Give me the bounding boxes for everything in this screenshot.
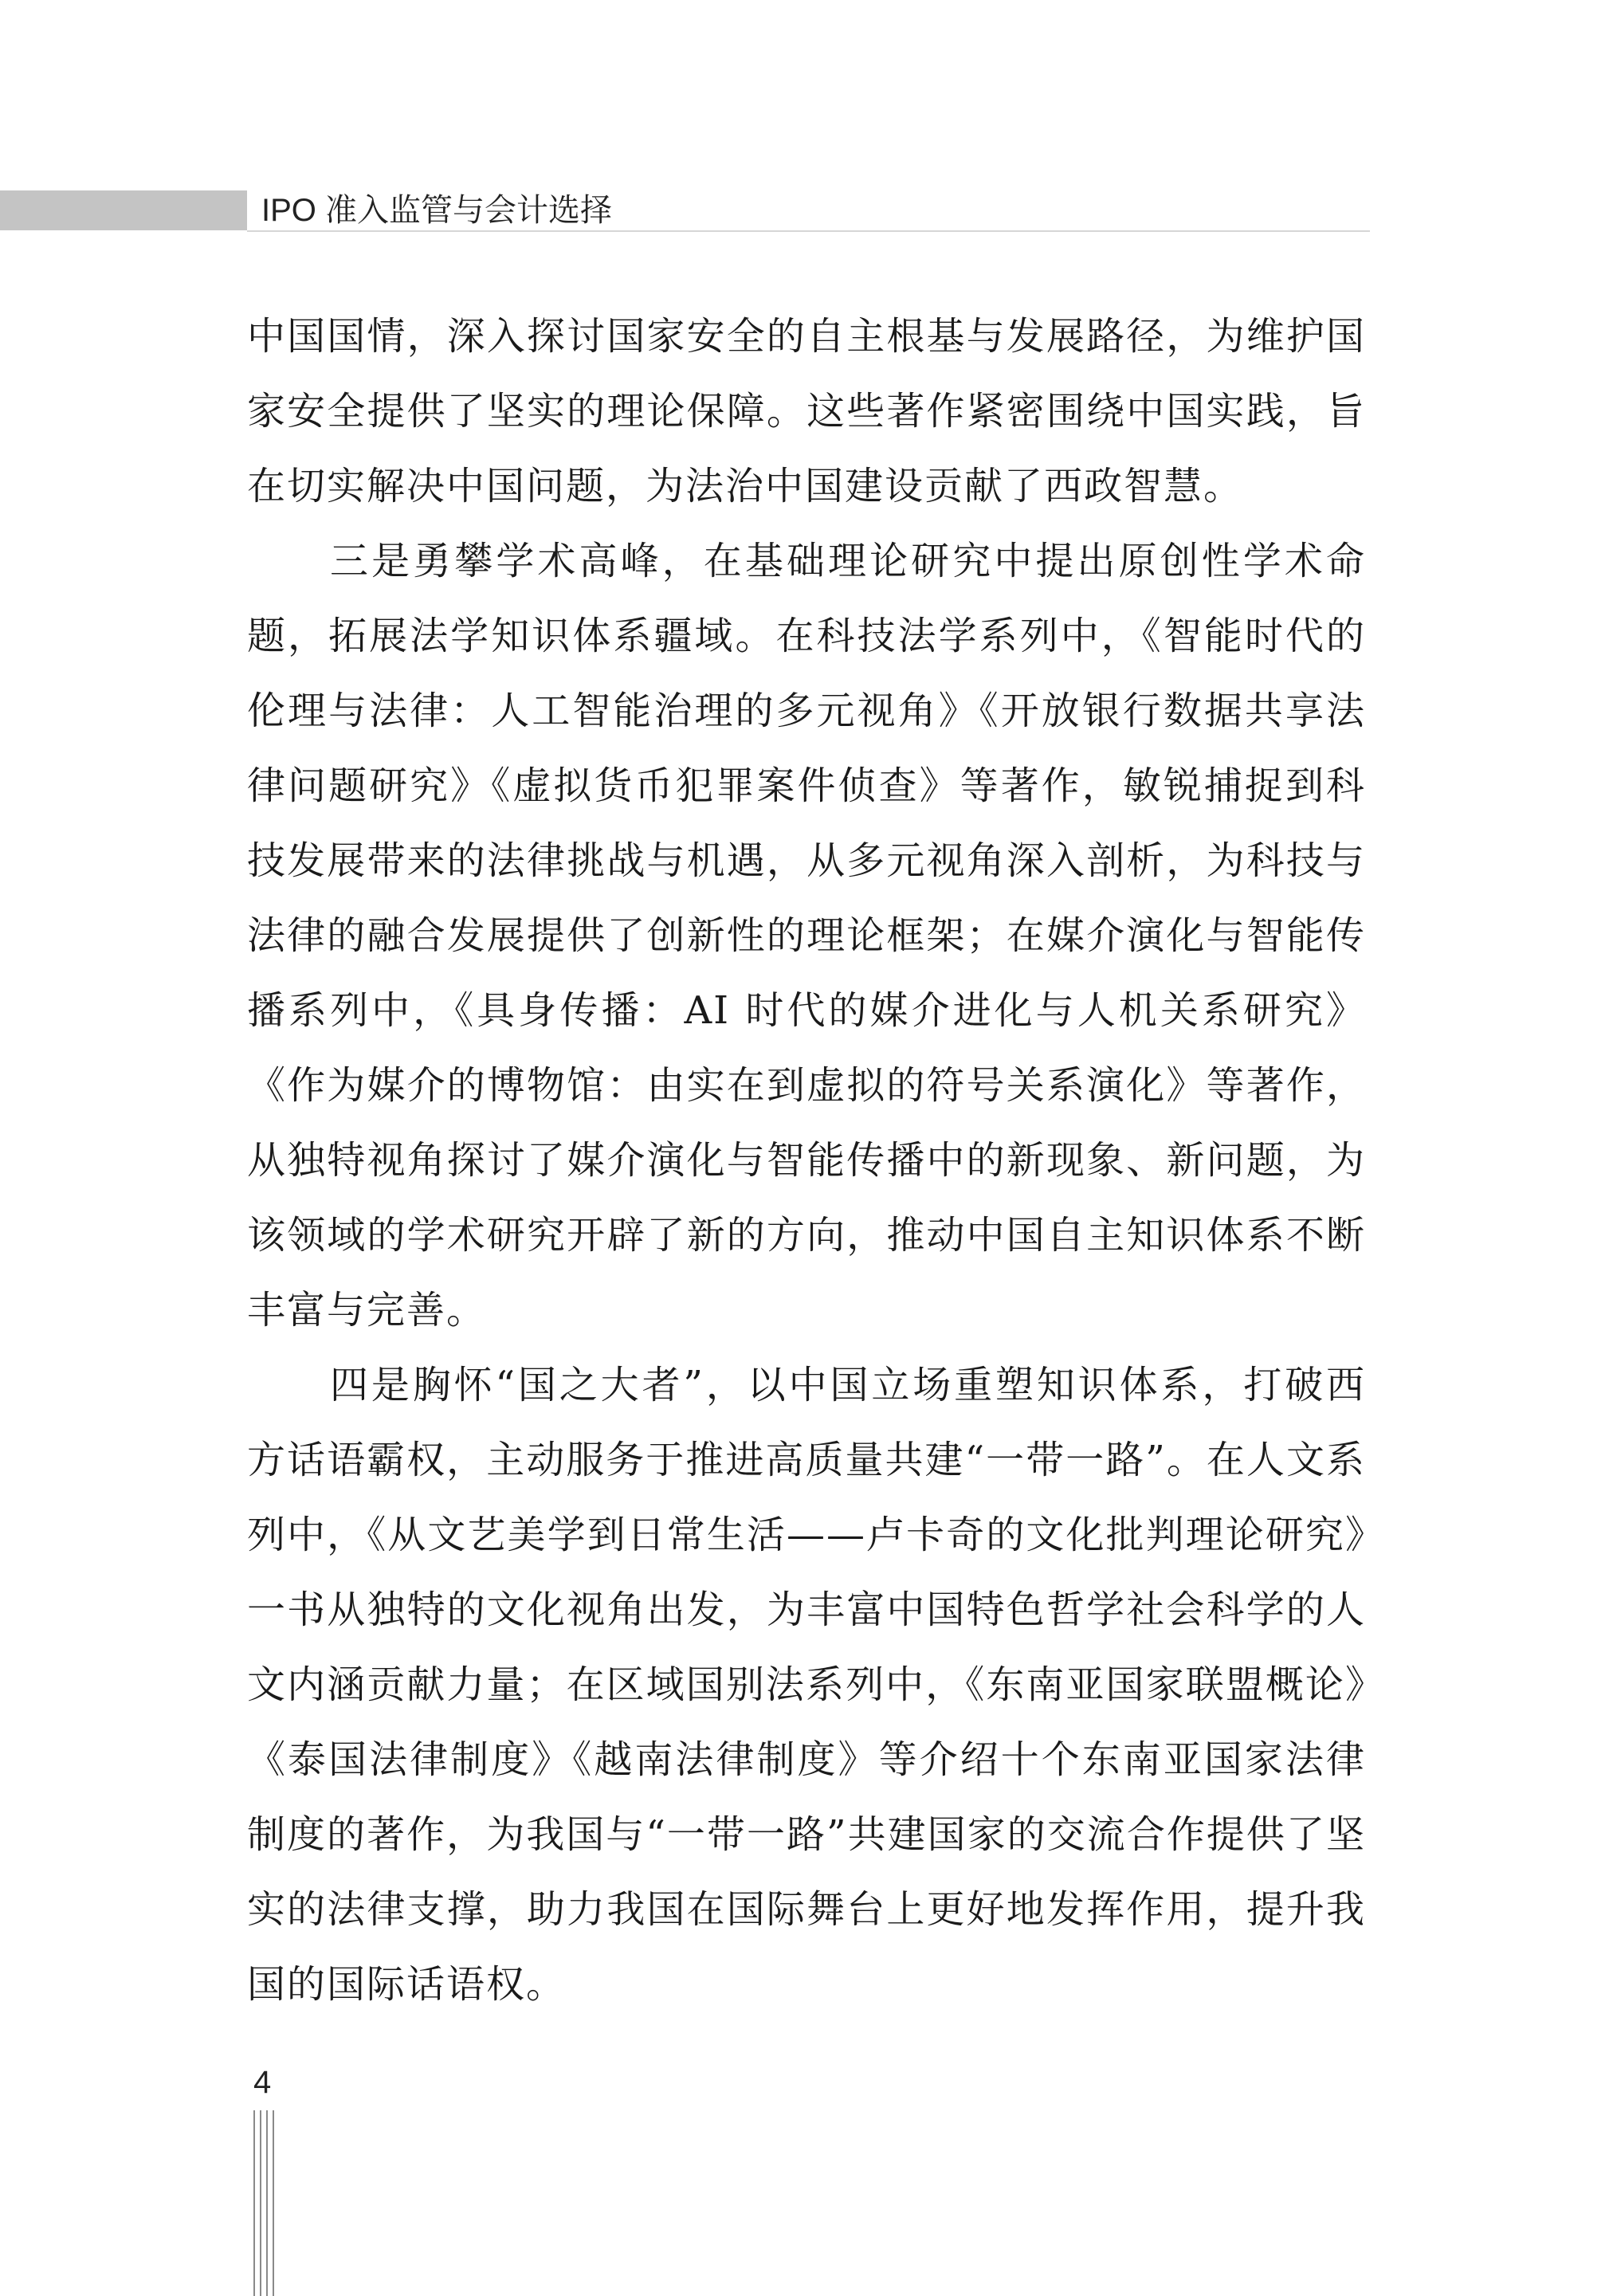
page-number: 4: [253, 2065, 272, 2100]
body-text: [247, 299, 1366, 2022]
running-title: IPO 准入监管与会计选择: [261, 193, 613, 228]
footer-decorative-lines: [253, 2110, 277, 2296]
paragraph-four: 四是胸怀“国之大者”，以中国立场重塑知识体系，打破西方话语霸权，主动服务于推进高质量共建“一带一路”。在人文系列中，《从文艺美学到日常生活——卢卡奇的文化批判理论研究》一书从独特的文化视角出发，为丰富中国特色哲学社会科学的人文内涵贡献力量；在区域国别法系列中，《东南亚国家联盟概论》《泰国法律制度》《越南法律制度》等介绍十个东南亚国家法律制度的著作，为我国与“一带一路”共建国家的交流合作提供了坚实的法律支撑，助力我国在国际舞台上更好地发挥作用，提升我国的国际话语权。: [247, 1363, 1366, 2007]
paragraph-continued: 中国国情，深入探讨国家安全的自主根基与发展路径，为维护国家安全提供了坚实的理论保障。这些著作紧密围绕中国实践，旨在切实解决中国问题，为法治中国建设贡献了西政智慧。: [247, 314, 1366, 508]
header-bar: [0, 190, 247, 230]
paragraph-three: 三是勇攀学术高峰，在基础理论研究中提出原创性学术命题，拓展法学知识体系疆域。在科技法学系列中，《智能时代的伦理与法律：人工智能治理的多元视角》《开放银行数据共享法律问题研究》《虚拟货币犯罪案件侦查》等著作，敏锐捕捉到科技发展带来的法律挑战与机遇，从多元视角深入剖析，为科技与法律的融合发展提供了创新性的理论框架；在媒介演化与智能传播系列中，《具身传播：AI 时代的媒介进化与人机关系研究》《作为媒介的博物馆：由实在到虚拟的符号关系演化》等著作，从独特视角探讨了媒介演化与智能传播中的新现象、新问题，为该领域的学术研究开辟了新的方向，推动中国自主知识体系不断丰富与完善。: [247, 539, 1366, 1332]
